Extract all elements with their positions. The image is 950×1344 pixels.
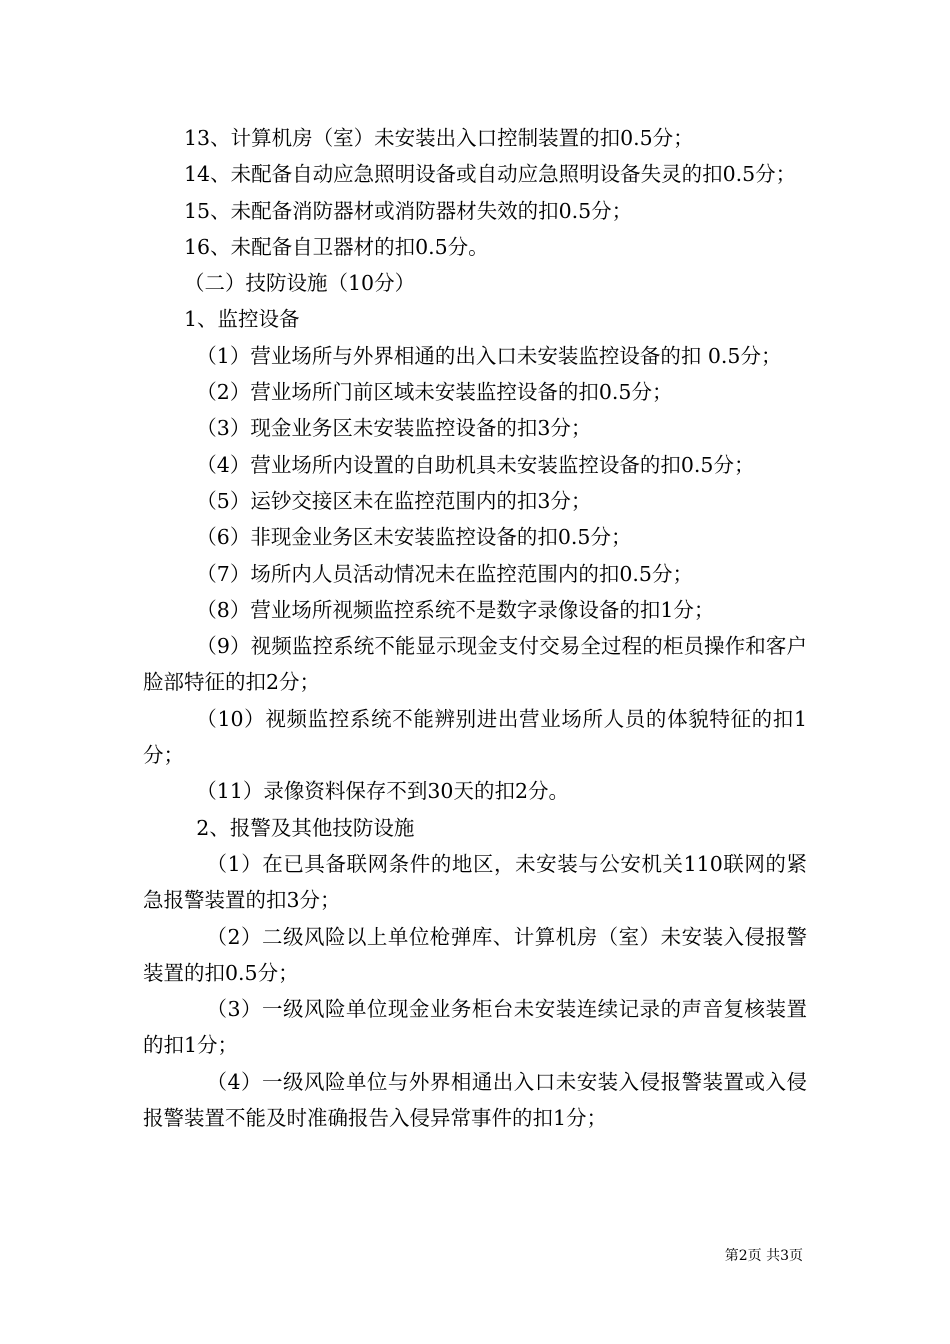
- paragraph-15: 15、未配备消防器材或消防器材失效的扣0.5分；: [184, 198, 633, 223]
- document-body: [143, 120, 807, 1136]
- alarm-item-4: （4）一级风险单位与外界相通出入口未安装入侵报警装置或入侵报警装置不能及时准确报告入侵异常事件的扣1分；: [143, 1069, 807, 1131]
- paragraph-16: 16、未配备自卫器材的扣0.5分。: [184, 234, 489, 259]
- monitoring-item-10: （10）视频监控系统不能辨别进出营业场所人员的体貌特征的扣1分；: [143, 706, 807, 768]
- paragraph-14: 14、未配备自动应急照明设备或自动应急照明设备失灵的扣0.5分；: [184, 162, 797, 187]
- paragraph-13: 13、计算机房（室）未安装出入口控制装置的扣0.5分；: [184, 126, 694, 150]
- monitoring-item-11: （11）录像资料保存不到30天的扣2分。: [196, 779, 570, 804]
- page-number-footer: 第2页 共3页: [724, 1248, 803, 1264]
- monitoring-item-7: （7）场所内人员活动情况未在监控范围内的扣0.5分；: [196, 561, 693, 586]
- section-heading-tech-defense: （二）技防设施（10分）: [184, 271, 416, 296]
- alarm-item-2: （2）二级风险以上单位枪弹库、计算机房（室）未安装入侵报警装置的扣0.5分；: [143, 924, 807, 985]
- monitoring-item-9: （9）视频监控系统不能显示现金支付交易全过程的柜员操作和客户脸部特征的扣2分；: [143, 634, 807, 695]
- subsection-heading-alarm: 2、报警及其他技防设施: [196, 815, 415, 840]
- monitoring-item-5: （5）运钞交接区未在监控范围内的扣3分；: [196, 488, 592, 513]
- alarm-item-1: （1）在已具备联网条件的地区，未安装与公安机关110联网的紧急报警装置的扣3分；: [143, 851, 807, 913]
- monitoring-item-4: （4）营业场所内设置的自助机具未安装监控设备的扣0.5分；: [196, 452, 755, 477]
- subsection-heading-monitoring: 1、监控设备: [184, 307, 300, 332]
- alarm-item-3: （3）一级风险单位现金业务柜台未安装连续记录的声音复核装置的扣1分；: [143, 997, 807, 1058]
- monitoring-item-3: （3）现金业务区未安装监控设备的扣3分；: [196, 416, 592, 441]
- monitoring-item-2: （2）营业场所门前区域未安装监控设备的扣0.5分；: [196, 380, 673, 405]
- monitoring-item-1: （1）营业场所与外界相通的出入口未安装监控设备的扣 0.5分；: [196, 343, 782, 368]
- monitoring-item-6: （6）非现金业务区未安装监控设备的扣0.5分；: [196, 525, 632, 550]
- monitoring-item-8: （8）营业场所视频监控系统不是数字录像设备的扣1分；: [196, 597, 715, 622]
